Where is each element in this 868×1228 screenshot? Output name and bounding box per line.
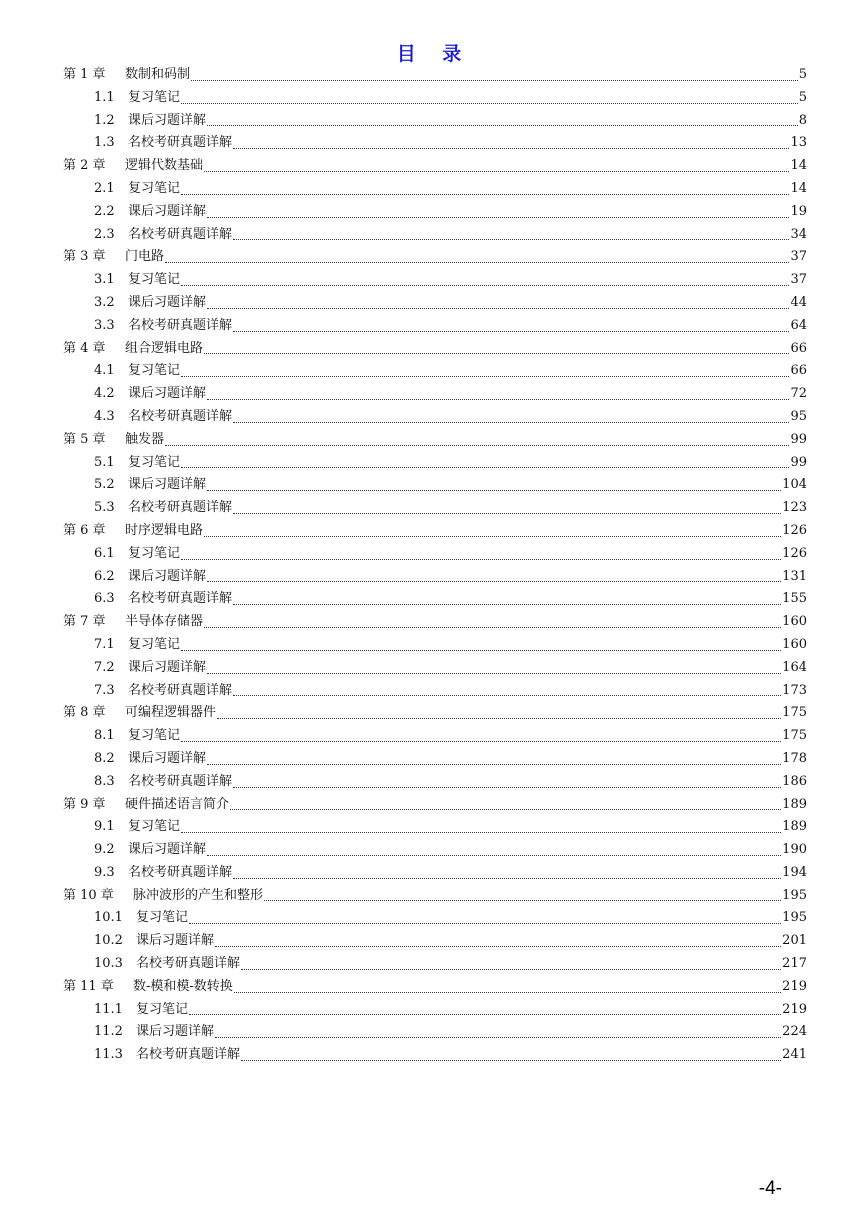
toc-entry-number: 7.3 xyxy=(94,682,115,698)
dot-leader xyxy=(207,489,781,491)
toc-entry-title: 脉冲波形的产生和整形 xyxy=(133,887,264,903)
dot-leader xyxy=(181,558,781,560)
toc-entry-number: 11.3 xyxy=(94,1047,123,1063)
toc-entry-page: 219 xyxy=(782,1001,807,1017)
toc-entry-page: 241 xyxy=(782,1047,807,1063)
toc-entry-page: 173 xyxy=(782,682,807,698)
dot-leader xyxy=(217,717,781,719)
toc-section-entry[interactable] xyxy=(63,748,807,771)
dot-leader xyxy=(233,330,789,332)
toc-entry-page: 175 xyxy=(782,728,807,744)
toc-entry-page: 44 xyxy=(790,294,807,310)
toc-entry-number: 6.1 xyxy=(94,545,115,561)
toc-entry-number: 10.3 xyxy=(94,956,123,972)
toc-entry-title: 复习笔记 xyxy=(128,89,181,105)
toc-entry-title: 课后习题详解 xyxy=(128,386,207,402)
toc-entry-number: 5.2 xyxy=(94,477,115,493)
toc-entry-title: 课后习题详解 xyxy=(136,1024,215,1040)
dot-leader xyxy=(204,535,781,537)
dot-leader xyxy=(204,352,789,354)
toc-entry-page: 189 xyxy=(782,819,807,835)
toc-entry-page: 5 xyxy=(798,67,807,82)
toc-entry-number: 第 6 章 xyxy=(63,522,106,538)
toc-entry-page: 194 xyxy=(782,864,807,880)
toc-chapter-entry[interactable] xyxy=(63,702,807,725)
dot-leader xyxy=(207,216,789,218)
toc-entry-number: 9.3 xyxy=(94,864,115,880)
toc-entry-page: 190 xyxy=(782,842,807,858)
toc-entry-page: 195 xyxy=(782,910,807,926)
dot-leader xyxy=(207,124,798,126)
toc-entry-page: 14 xyxy=(790,180,807,196)
toc-section-entry[interactable] xyxy=(63,566,807,589)
toc-section-entry[interactable] xyxy=(63,999,807,1022)
toc-entry-number: 3.2 xyxy=(94,294,115,310)
dot-leader xyxy=(233,238,789,240)
toc-entry-title: 数制和码制 xyxy=(125,67,191,82)
toc-section-entry[interactable] xyxy=(63,224,807,247)
toc-entry-number: 8.2 xyxy=(94,750,115,766)
toc-section-entry[interactable] xyxy=(63,201,807,224)
toc-entry-title: 复习笔记 xyxy=(128,728,181,744)
toc-entry-page: 104 xyxy=(782,477,807,493)
toc-entry-page: 14 xyxy=(790,158,807,174)
toc-section-entry[interactable] xyxy=(63,87,807,110)
dot-leader xyxy=(191,79,798,81)
toc-entry-page: 64 xyxy=(790,317,807,333)
toc-entry-page: 8 xyxy=(798,112,807,128)
toc-entry-page: 99 xyxy=(790,454,807,470)
toc-entry-page: 186 xyxy=(782,773,807,789)
toc-section-entry[interactable] xyxy=(63,680,807,703)
toc-entry-number: 1.3 xyxy=(94,135,115,151)
dot-leader xyxy=(215,945,781,947)
toc-entry-number: 6.2 xyxy=(94,568,115,584)
toc-section-entry[interactable] xyxy=(63,110,807,133)
dot-leader xyxy=(207,307,789,309)
toc-entry-page: 164 xyxy=(782,659,807,675)
toc-entry-title: 复习笔记 xyxy=(136,1001,189,1017)
dot-leader xyxy=(181,649,781,651)
dot-leader xyxy=(189,1013,781,1015)
toc-entry-page: 219 xyxy=(782,978,807,994)
toc-entry-page: 178 xyxy=(782,750,807,766)
dot-leader xyxy=(165,444,789,446)
toc-entry-number: 2.2 xyxy=(94,203,115,219)
dot-leader xyxy=(204,626,781,628)
toc-entry-title: 半导体存储器 xyxy=(125,614,204,630)
dot-leader xyxy=(233,512,781,514)
toc-entry-title: 数-模和模-数转换 xyxy=(133,978,233,994)
toc-entry-title: 逻辑代数基础 xyxy=(125,158,204,174)
toc-section-entry[interactable] xyxy=(63,816,807,839)
toc-entry-number: 第 1 章 xyxy=(63,67,106,82)
toc-entry-title: 复习笔记 xyxy=(128,545,181,561)
toc-section-entry[interactable] xyxy=(63,543,807,566)
toc-entry-page: 224 xyxy=(782,1024,807,1040)
dot-leader xyxy=(233,877,781,879)
toc-section-entry[interactable] xyxy=(63,406,807,429)
toc-entry-title: 复习笔记 xyxy=(128,272,181,288)
toc-entry-title: 课后习题详解 xyxy=(128,842,207,858)
toc-entry-number: 第 11 章 xyxy=(63,978,114,994)
toc-entry-title: 课后习题详解 xyxy=(128,112,207,128)
toc-section-entry[interactable] xyxy=(63,178,807,201)
dot-leader xyxy=(234,991,781,993)
toc-section-entry[interactable] xyxy=(63,132,807,155)
toc-entry-page: 126 xyxy=(782,545,807,561)
toc-entry-page: 189 xyxy=(782,796,807,812)
page-title: 目 录 xyxy=(396,43,472,65)
toc-entry-title: 课后习题详解 xyxy=(128,568,207,584)
toc-entry-title: 名校考研真题详解 xyxy=(128,317,233,333)
toc-entry-number: 第 3 章 xyxy=(63,249,106,265)
toc-section-entry[interactable] xyxy=(63,588,807,611)
toc-entry-number: 7.2 xyxy=(94,659,115,675)
toc-entry-page: 19 xyxy=(790,203,807,219)
toc-entry-page: 217 xyxy=(782,956,807,972)
toc-entry-page: 66 xyxy=(790,340,807,356)
toc-entry-title: 复习笔记 xyxy=(128,363,181,379)
toc-entry-page: 34 xyxy=(790,226,807,242)
toc-section-entry[interactable] xyxy=(63,269,807,292)
toc-entry-title: 名校考研真题详解 xyxy=(128,591,233,607)
toc-entry-number: 2.1 xyxy=(94,180,115,196)
dot-leader xyxy=(215,1036,781,1038)
dot-leader xyxy=(189,922,781,924)
toc-entry-page: 160 xyxy=(782,614,807,630)
dot-leader xyxy=(181,466,789,468)
dot-leader xyxy=(181,831,781,833)
dot-leader xyxy=(241,1059,781,1061)
toc-section-entry[interactable] xyxy=(63,930,807,953)
toc-entry-number: 5.3 xyxy=(94,500,115,516)
toc-entry-number: 7.1 xyxy=(94,636,115,652)
toc-entry-title: 时序逻辑电路 xyxy=(125,522,204,538)
toc-entry-page: 131 xyxy=(782,568,807,584)
dot-leader xyxy=(233,694,781,696)
toc-chapter-entry[interactable] xyxy=(63,794,807,817)
toc-entry-title: 复习笔记 xyxy=(136,910,189,926)
toc-entry-title: 课后习题详解 xyxy=(128,203,207,219)
toc-section-entry[interactable] xyxy=(63,839,807,862)
toc-entry-number: 8.3 xyxy=(94,773,115,789)
dot-leader xyxy=(233,603,781,605)
toc-chapter-entry[interactable] xyxy=(63,520,807,543)
toc-entry-number: 1.1 xyxy=(94,89,115,105)
toc-entry-page: 201 xyxy=(782,933,807,949)
toc-entry-title: 可编程逻辑器件 xyxy=(125,705,217,721)
toc-entry-number: 2.3 xyxy=(94,226,115,242)
toc-entry-page: 99 xyxy=(790,431,807,447)
toc-chapter-entry[interactable] xyxy=(63,885,807,908)
dot-leader xyxy=(207,854,781,856)
toc-entry-title: 名校考研真题详解 xyxy=(128,135,233,151)
toc-entry-title: 课后习题详解 xyxy=(128,659,207,675)
toc-entry-title: 课后习题详解 xyxy=(128,294,207,310)
toc-section-entry[interactable] xyxy=(63,725,807,748)
toc-section-entry[interactable] xyxy=(63,360,807,383)
toc-entry-page: 72 xyxy=(790,386,807,402)
page-number: -4- xyxy=(758,1178,782,1199)
toc-chapter-entry[interactable] xyxy=(63,246,807,269)
dot-leader xyxy=(181,102,798,104)
dot-leader xyxy=(181,284,789,286)
toc-section-entry[interactable] xyxy=(63,292,807,315)
toc-entry-title: 复习笔记 xyxy=(128,454,181,470)
toc-chapter-entry[interactable] xyxy=(63,429,807,452)
dot-leader xyxy=(204,170,789,172)
toc-section-entry[interactable] xyxy=(63,1044,807,1067)
toc-entry-number: 11.1 xyxy=(94,1001,123,1017)
toc-entry-title: 名校考研真题详解 xyxy=(136,956,241,972)
toc-section-entry[interactable] xyxy=(63,474,807,497)
toc-entry-number: 第 7 章 xyxy=(63,614,106,630)
toc-entry-title: 门电路 xyxy=(125,249,165,265)
toc-entry-title: 复习笔记 xyxy=(128,180,181,196)
dot-leader xyxy=(241,968,781,970)
toc-entry-title: 名校考研真题详解 xyxy=(128,408,233,424)
toc-entry-number: 4.3 xyxy=(94,408,115,424)
toc-entry-page: 66 xyxy=(790,363,807,379)
toc-entry-number: 3.3 xyxy=(94,317,115,333)
toc-entry-page: 123 xyxy=(782,500,807,516)
toc-entry-title: 名校考研真题详解 xyxy=(136,1047,241,1063)
dot-leader xyxy=(230,808,781,810)
toc-entry-number: 10.1 xyxy=(94,910,123,926)
toc-entry-number: 第 4 章 xyxy=(63,340,106,356)
toc-entry-title: 名校考研真题详解 xyxy=(128,773,233,789)
toc-entry-number: 9.2 xyxy=(94,842,115,858)
dot-leader xyxy=(264,899,781,901)
toc-section-entry[interactable] xyxy=(63,497,807,520)
toc-entry-page: 195 xyxy=(782,887,807,903)
toc-chapter-entry[interactable] xyxy=(63,338,807,361)
toc-entry-page: 160 xyxy=(782,636,807,652)
toc-entry-number: 4.1 xyxy=(94,363,115,379)
toc-entry-title: 名校考研真题详解 xyxy=(128,682,233,698)
toc-entry-title: 名校考研真题详解 xyxy=(128,864,233,880)
toc-entry-title: 组合逻辑电路 xyxy=(125,340,204,356)
toc-entry-number: 第 5 章 xyxy=(63,431,106,447)
toc-chapter-entry[interactable] xyxy=(63,611,807,634)
dot-leader xyxy=(207,763,781,765)
toc-entry-number: 第 9 章 xyxy=(63,796,106,812)
toc-entry-number: 6.3 xyxy=(94,591,115,607)
toc-entry-title: 课后习题详解 xyxy=(136,933,215,949)
toc-section-entry[interactable] xyxy=(63,862,807,885)
toc-entry-number: 8.1 xyxy=(94,728,115,744)
toc-entry-page: 5 xyxy=(798,89,807,105)
toc-entry-number: 3.1 xyxy=(94,272,115,288)
toc-section-entry[interactable] xyxy=(63,953,807,976)
toc-entry-number: 第 8 章 xyxy=(63,705,106,721)
dot-leader xyxy=(207,398,789,400)
toc-entry-number: 5.1 xyxy=(94,454,115,470)
toc-entry-title: 触发器 xyxy=(125,431,165,447)
toc-entry-number: 9.1 xyxy=(94,819,115,835)
toc-entry-page: 37 xyxy=(790,272,807,288)
toc-entry-title: 名校考研真题详解 xyxy=(128,226,233,242)
toc-section-entry[interactable] xyxy=(63,907,807,930)
dot-leader xyxy=(233,421,789,423)
toc-section-entry[interactable] xyxy=(63,771,807,794)
toc-entry-number: 第 10 章 xyxy=(63,887,114,903)
dot-leader xyxy=(181,375,789,377)
toc-entry-title: 名校考研真题详解 xyxy=(128,500,233,516)
toc-section-entry[interactable] xyxy=(63,452,807,475)
toc-section-entry[interactable] xyxy=(63,383,807,406)
dot-leader xyxy=(233,147,789,149)
toc-section-entry[interactable] xyxy=(63,634,807,657)
dot-leader xyxy=(233,786,781,788)
toc-entry-page: 95 xyxy=(790,408,807,424)
toc-chapter-entry[interactable] xyxy=(63,155,807,178)
dot-leader xyxy=(207,580,781,582)
dot-leader xyxy=(165,261,789,263)
toc-section-entry[interactable] xyxy=(63,315,807,338)
toc-entry-number: 1.2 xyxy=(94,112,115,128)
toc-entry-title: 硬件描述语言简介 xyxy=(125,796,230,812)
toc-entry-page: 37 xyxy=(790,249,807,265)
toc-entry-title: 课后习题详解 xyxy=(128,477,207,493)
toc-entry-title: 课后习题详解 xyxy=(128,750,207,766)
toc-entry-title: 复习笔记 xyxy=(128,636,181,652)
toc-entry-number: 第 2 章 xyxy=(63,158,106,174)
toc-entry-number: 4.2 xyxy=(94,386,115,402)
toc-entry-page: 126 xyxy=(782,522,807,538)
toc-chapter-entry[interactable] xyxy=(63,64,807,87)
dot-leader xyxy=(181,193,789,195)
toc-entry-title: 复习笔记 xyxy=(128,819,181,835)
dot-leader xyxy=(181,740,781,742)
toc-entry-page: 175 xyxy=(782,705,807,721)
dot-leader xyxy=(207,672,781,674)
table-of-contents xyxy=(63,64,807,1067)
toc-entry-number: 10.2 xyxy=(94,933,123,949)
toc-chapter-entry[interactable] xyxy=(63,976,807,999)
toc-section-entry[interactable] xyxy=(63,657,807,680)
toc-entry-page: 155 xyxy=(782,591,807,607)
toc-entry-number: 11.2 xyxy=(94,1024,123,1040)
toc-entry-page: 13 xyxy=(790,135,807,151)
toc-section-entry[interactable] xyxy=(63,1021,807,1044)
